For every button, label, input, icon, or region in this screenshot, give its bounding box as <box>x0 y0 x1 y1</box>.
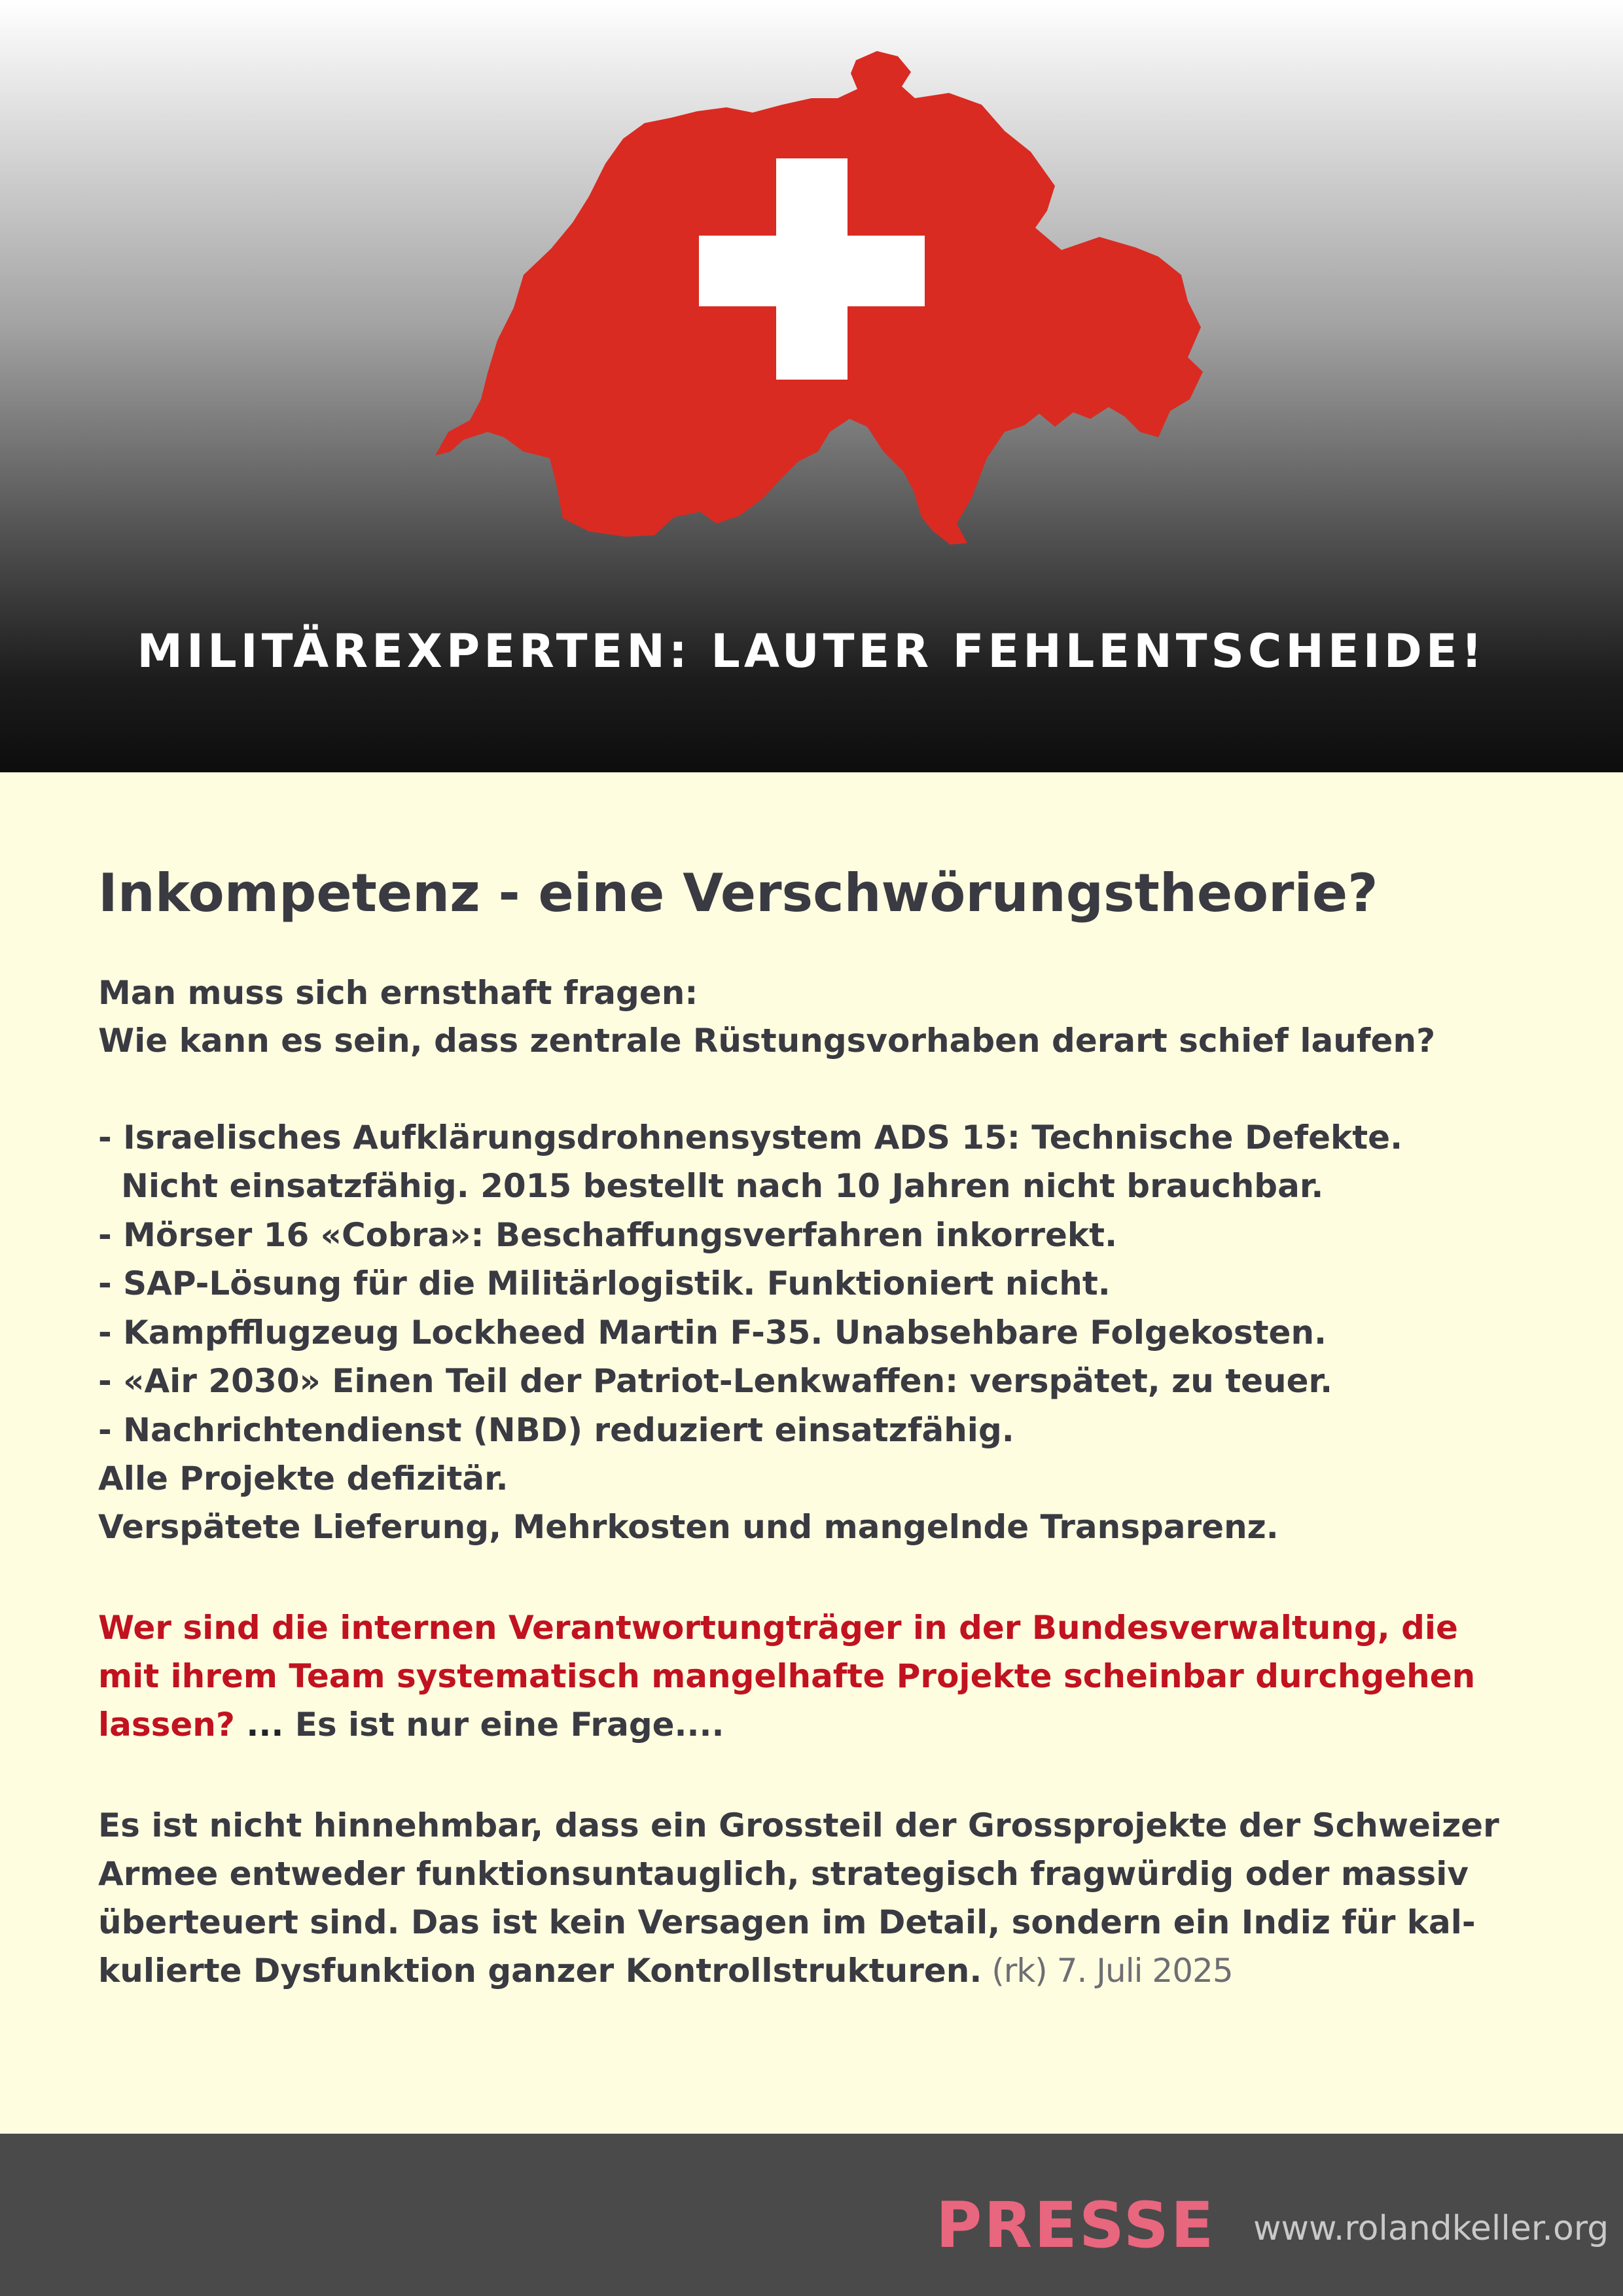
signature-date: (rk) 7. Juli 2025 <box>982 1952 1233 1990</box>
swiss-cross-vertical <box>776 158 847 380</box>
header-banner <box>0 0 1623 772</box>
conclusion-last-text: kulierte Dysfunktion ganzer Kontrollstrukturen. <box>98 1952 982 1990</box>
summary-line: Verspätete Lieferung, Mehrkosten und mangelnde Transparenz. <box>98 1508 1279 1546</box>
question-tail: Es ist nur eine Frage.... <box>294 1706 724 1744</box>
list-item: - «Air 2030» Einen Teil der Patriot-Lenkwaffen: verspätet, zu teuer. <box>98 1362 1333 1400</box>
list-item: - Israelisches Aufklärungsdrohnensystem ADS 15: Technische Defekte. <box>98 1119 1403 1157</box>
conclusion-last-line <box>98 1946 1233 1995</box>
conclusion-line: Armee entweder funktionsuntauglich, strategisch fragwürdig oder massiv <box>98 1855 1469 1893</box>
website-link[interactable]: www.rolandkeller.org <box>1253 2209 1609 2248</box>
question-line: mit ihrem Team systematisch mangelhafte Projekte scheinbar durchgehen <box>98 1657 1476 1695</box>
summary-line: Alle Projekte defizitär. <box>98 1460 508 1498</box>
question-red-word: lassen? <box>98 1706 235 1744</box>
list-item: - Kampfflugzeug Lockheed Martin F-35. Unabsehbare Folgekosten. <box>98 1314 1327 1352</box>
question-line: Wer sind die internen Verantwortungträger in der Bundesverwaltung, die <box>98 1609 1458 1647</box>
intro-line: Wie kann es sein, dass zentrale Rüstungsvorhaben derart schief laufen? <box>98 1022 1436 1060</box>
question-last-line <box>98 1700 724 1749</box>
intro-line: Man muss sich ernsthaft fragen: <box>98 974 698 1012</box>
list-item: - Mörser 16 «Cobra»: Beschaffungsverfahren inkorrekt. <box>98 1216 1118 1254</box>
question-ellipsis: ... <box>234 1706 295 1744</box>
headline: MILITÄREXPERTEN: LAUTER FEHLENTSCHEIDE! <box>137 624 1486 678</box>
conclusion-line: überteuert sind. Das ist kein Versagen im Detail, sondern ein Indiz für kal- <box>98 1903 1476 1941</box>
conclusion-line: Es ist nicht hinnehmbar, dass ein Grossteil der Grossprojekte der Schweizer <box>98 1806 1499 1844</box>
list-item: - SAP-Lösung für die Militärlogistik. Funktioniert nicht. <box>98 1265 1111 1302</box>
article-title: Inkompetenz - eine Verschwörungstheorie? <box>98 863 1378 924</box>
list-item: Nicht einsatzfähig. 2015 bestellt nach 10 Jahren nicht brauchbar. <box>121 1167 1324 1205</box>
list-item: - Nachrichtendienst (NBD) reduziert einsatzfähig. <box>98 1411 1014 1449</box>
presse-label: PRESSE <box>936 2189 1216 2262</box>
